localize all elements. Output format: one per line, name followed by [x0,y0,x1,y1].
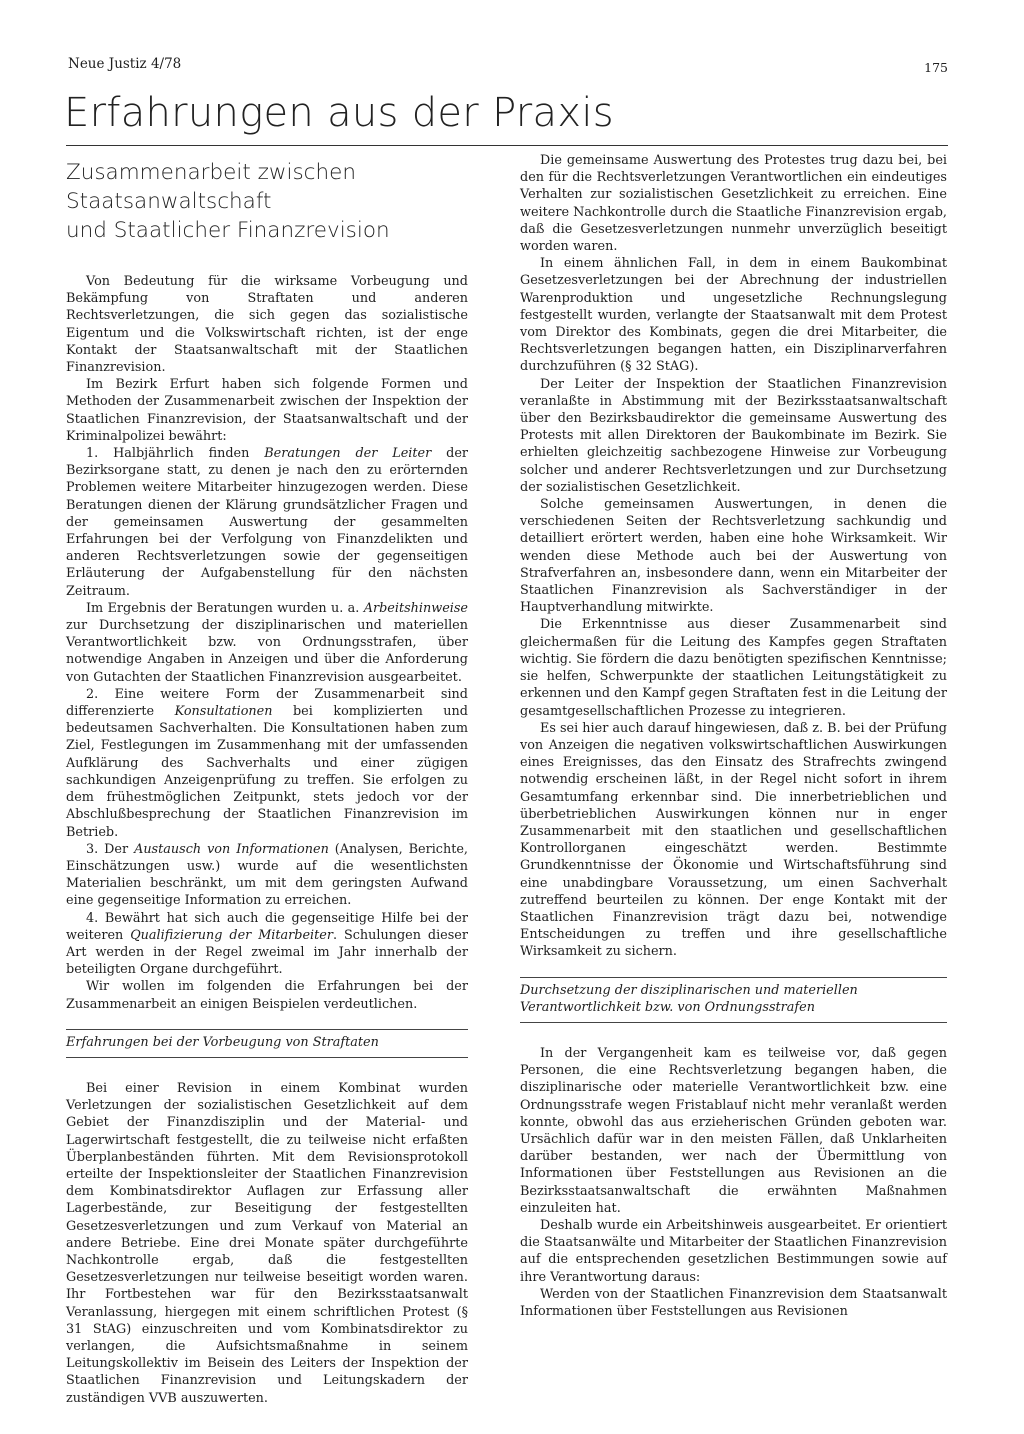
paragraph: 1. Halbjährlich finden Beratungen der Leiter der Bezirksorgane statt, zu denen je nach den zu erörternden Problemen weitere Mitarbeiter hinzugezogen werden. Diese Beratungen dienen der Klärung grundsätzlicher Fragen und der gemeinsamen Auswertung der gesammelten Erfahrungen bei der Verfolgung von Finanzdelikten und anderen Rechtsverletzungen sowie der gegenseitigen Erläuterung der Aufgabenstellung für den nächsten Zeitraum. [66,446,469,599]
subheading [520,977,947,1023]
paragraph: 2. Eine weitere Form der Zusammenarbeit sind differenzierte Konsultationen bei komplizierten und bedeutsamen Sachverhalten. Die Konsultationen haben zum Ziel, Festlegungen im Zusammenhang mit der umfassenden Aufklärung des Sachverhalts und einer zügigen sachkundigen Anzeigenprüfung zu treffen. Sie erfolgen zu dem frühestmöglichen Zeitpunkt, stets jedoch vor der Abschlußbesprechung der Staatlichen Finanzrevision im Betrieb. [66,686,468,840]
subheading-line: Verantwortlichkeit bzw. von Ordnungsstrafen [520,999,815,1015]
paragraph: Werden von der Staatlichen Finanzrevision dem Staatsanwalt Informationen über Feststellungen aus Revisionen [520,1286,947,1319]
left-column [66,152,468,1407]
paragraph: Im Bezirk Erfurt haben sich folgende Formen und Methoden der Zusammenarbeit zwischen der Inspektion der Staatlichen Finanzrevision, der Staatsanwaltschaft und der Kriminalpolizei bewährt: [66,377,468,444]
article-title-line: Zusammenarbeit zwischen [66,160,356,185]
paragraph: Von Bedeutung für die wirksame Vorbeugung und Bekämpfung von Straftaten und anderen Rechtsverletzungen, die sich gegen das sozialistische Eigentum und die Volkswirtschaft richten, ist der enge Kontakt der Staatsanwaltschaft mit der Staatlichen Finanzrevision. [66,274,468,376]
journal-issue: Neue Justiz 4/78 [68,56,182,72]
paragraph: Deshalb wurde ein Arbeitshinweis ausgearbeitet. Er orientiert die Staatsanwälte und Mitarbeiter der Staatlichen Finanzrevision auf die entsprechenden gesetzlichen Bestimmungen sowie auf ihre Verantwortung daraus: [520,1217,947,1285]
paragraph: Im Ergebnis der Beratungen wurden u. a. Arbeitshinweise zur Durchsetzung der disziplinarischen und materiellen Verantwortlichkeit bzw. von Ordnungsstrafen, über notwendige Angaben in Anzeigen und über die Anforderung von Gutachten der Staatlichen Finanzrevision ausgearbeitet. [66,600,468,685]
subheading-line: Durchsetzung der disziplinarischen und materiellen [520,982,858,998]
section-title: Erfahrungen aus der Praxis [64,90,614,136]
header-rule [66,145,948,146]
page-number: 175 [924,60,948,75]
right-column [520,152,947,1320]
paragraph: Der Leiter der Inspektion der Staatlichen Finanzrevision veranlaßte in Abstimmung mit der Bezirksstaatsanwaltschaft über den Bezirksbaudirektor die gemeinsame Auswertung des Protests mit allen Direktoren der Baukombinate im Bezirk. Sie erhielten gleichzeitig sachbezogene Hinweise zur Vorbeugung solcher und anderer Rechtsverletzungen und zur Durchsetzung der sozialistischen Gesetzlichkeit. [520,376,947,495]
subheading: Erfahrungen bei der Vorbeugung von Straftaten [66,1029,468,1058]
paragraph: Die gemeinsame Auswertung des Protestes trug dazu bei, bei den für die Rechtsverletzungen Verantwortlichen ein eindeutiges Verhalten zur sozialistischen Gesetzlichkeit zu erreichen. Eine weitere Nachkontrolle durch die Staatliche Finanzrevision ergab, daß die Gesetzesverletzungen nunmehr unverzüglich beseitigt worden waren. [520,153,947,255]
paragraph: 3. Der Austausch von Informationen (Analysen, Berichte, Einschätzungen usw.) wurde auf die wesentlichsten Materialien beschränkt, um mit dem geringsten Aufwand eine gegenseitige Information zu erreichen. [66,841,468,909]
article-title-line: und Staatlicher Finanzrevision [66,218,390,243]
article-title [66,158,468,245]
paragraph: In der Vergangenheit kam es teilweise vor, daß gegen Personen, die eine Rechtsverletzung begangen haben, die disziplinarische oder materielle Verantwortlichkeit bzw. eine Ordnungsstrafe wegen Fristablauf nicht mehr veranlaßt werden konnte, obwohl das aus erzieherischen Gründen geboten war. Ursächlich dafür war in den meisten Fällen, daß Unklarheiten darüber bestanden, wer nach der Übermittlung von Informationen über Feststellungen aus Revisionen an die Bezirksstaatsanwaltschaft die erwähnten Maßnahmen einzuleiten hat. [520,1045,947,1216]
paragraph: Es sei hier auch darauf hingewiesen, daß z. B. bei der Prüfung von Anzeigen die negativen volkswirtschaftlichen Auswirkungen eines Ereignisses, das den Einsatz des Strafrechts zwingend notwendig erscheinen läßt, in der Regel nicht sofort in ihrem Gesamtumfang erkennbar sind. Die innerbetrieblichen und überbetrieblichen Auswirkungen können nur in enger Zusammenarbeit mit den staatlichen und gesellschaftlichen Kontrollorganen eingeschätzt werden. Bestimmte Grundkenntnisse der Ökonomie und Wirtschaftsführung sind eine unabdingbare Voraussetzung, um einen Sachverhalt zutreffend beurteilen zu können. Der enge Kontakt mit der Staatlichen Finanzrevision trägt dazu bei, notwendige Entscheidungen zu treffen und ihre gesellschaftliche Wirksamkeit zu sichern. [520,720,947,960]
paragraph: Bei einer Revision in einem Kombinat wurden Verletzungen der sozialistischen Gesetzlichkeit auf dem Gebiet der Finanzdisziplin und der Material- und Lagerwirtschaft festgestellt, die zu teilweise nicht erfaßten Überplanbeständen führten. Mit dem Revisionsprotokoll erteilte der Inspektionsleiter der Staatlichen Finanzrevision dem Kombinatsdirektor Auflagen zur Erfassung aller Lagerbestände, zur Beseitigung der festgestellten Gesetzesverletzungen und zum Verkauf von Material an andere Betriebe. Eine drei Monate später durchgeführte Nachkontrolle ergab, daß die festgestellten Gesetzesverletzungen nur teilweise beseitigt worden waren. Ihr Fortbestehen war für den Bezirksstaatsanwalt Veranlassung, hiergegen mit einem schriftlichen Protest (§ 31 StAG) einzuschreiten und vom Kombinatsdirektor zu verlangen, die Aufsichtsmaßnahme in seinem Leitungskollektiv im Beisein des Leiters der Inspektion der Staatlichen Finanzrevision und Leitungskadern der zuständigen VVB auszuwerten. [66,1080,468,1406]
paragraph: Wir wollen im folgenden die Erfahrungen bei der Zusammenarbeit an einigen Beispielen verdeutlichen. [66,979,468,1012]
article-title-line: Staatsanwaltschaft [66,189,272,214]
paragraph: Solche gemeinsamen Auswertungen, in denen die verschiedenen Seiten der Rechtsverletzung sachkundig und detailliert erörtert werden, haben eine hohe Wirksamkeit. Wir wenden diese Methode auch bei der Auswertung von Strafverfahren an, insbesondere dann, wenn ein Mitarbeiter der Staatlichen Finanzrevision als Sachverständiger in der Hauptverhandlung mitwirkte. [520,497,947,616]
paragraph: 4. Bewährt hat sich auch die gegenseitige Hilfe bei der weiteren Qualifizierung der Mitarbeiter. Schulungen dieser Art werden in der Regel zweimal im Jahr innerhalb der beteiligten Organe durchgeführt. [66,910,468,978]
paragraph: In einem ähnlichen Fall, in dem in einem Baukombinat Gesetzesverletzungen bei der Abrechnung der industriellen Warenproduktion und ungesetzliche Rechnungslegung festgestellt wurden, verlangte der Staatsanwalt mit dem Protest vom Direktor des Kombinats, gegen die drei Mitarbeiter, die Rechtsverletzungen begangen hatten, ein Disziplinarverfahren durchzuführen (§ 32 StAG). [520,256,947,375]
paragraph: Die Erkenntnisse aus dieser Zusammenarbeit sind gleichermaßen für die Leitung des Kampfes gegen Straftaten wichtig. Sie fördern die dazu benötigten spezifischen Kenntnisse; sie helfen, Schwerpunkte der staatlichen Leitungstätigkeit zu erkennen und den Kampf gegen Straftaten fest in die Leitung der gesamtgesellschaftlichen Prozesse zu integrieren. [520,617,947,719]
